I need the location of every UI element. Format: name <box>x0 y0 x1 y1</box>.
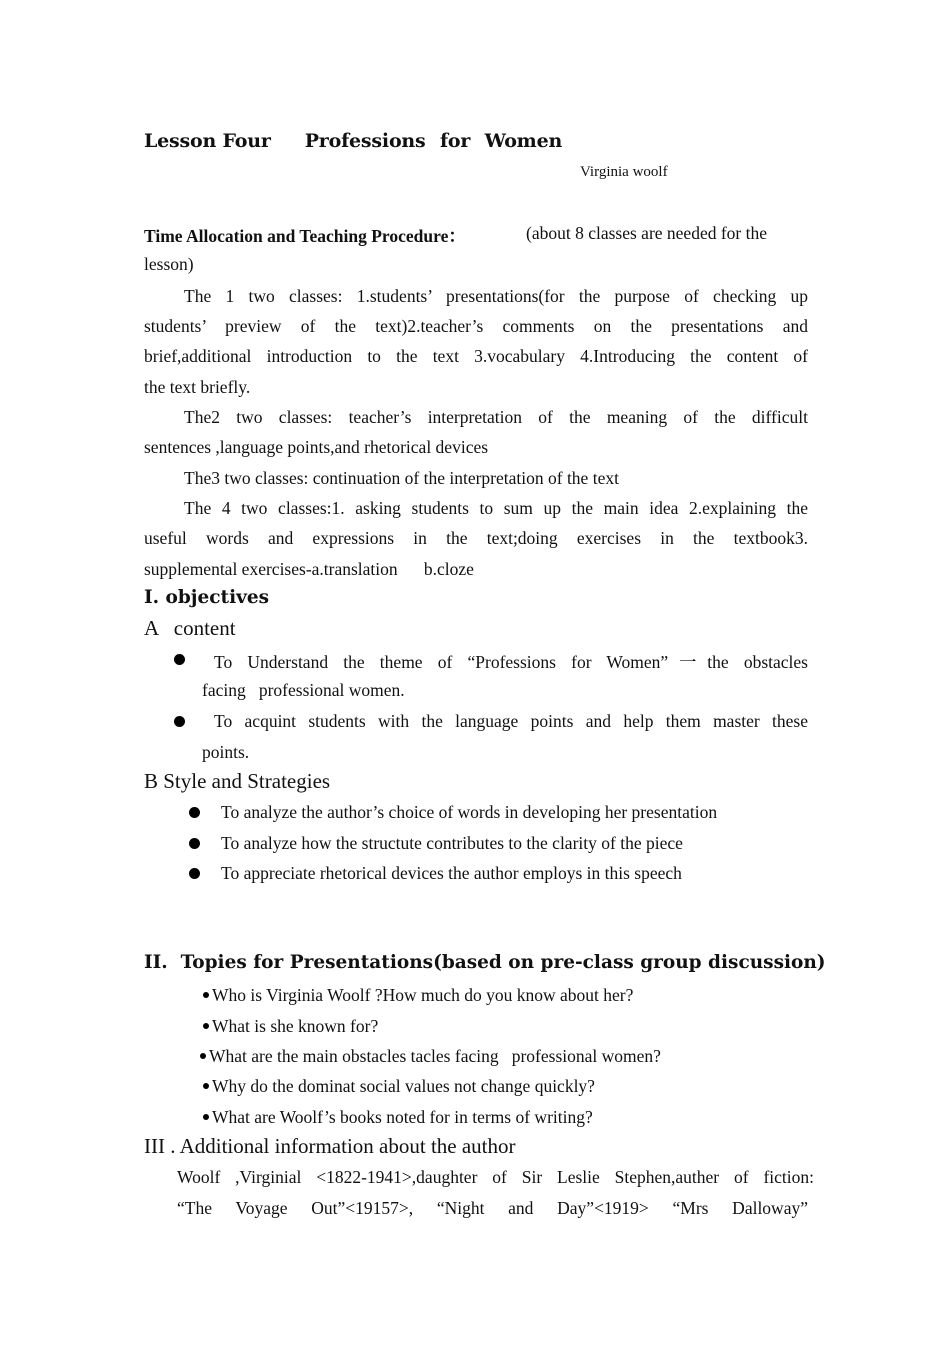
bullet-icon <box>203 1114 209 1120</box>
paragraph-line: the text briefly. <box>144 377 251 397</box>
bullet-icon <box>189 807 200 818</box>
subheading-content: A content <box>144 616 236 640</box>
paragraph-line: “The Voyage Out”<19157>, “Night and Day”<1919> “Mrs Dalloway” <box>177 1198 808 1218</box>
topic-item: What are Woolf’s books noted for in terms of writing? <box>203 1107 593 1128</box>
list-item: To analyze how the structute contributes to the clarity of the piece <box>221 833 683 853</box>
list-item-cont: points. <box>202 742 250 762</box>
bullet-icon <box>203 1083 209 1089</box>
list-item: To acquint students with the language points and help them master these <box>214 711 808 731</box>
topic-item: What is she known for? <box>203 1016 378 1037</box>
section-heading-additional: III . Additional information about the author <box>144 1134 516 1158</box>
bullet-icon <box>189 868 200 879</box>
paragraph-line: The3 two classes: continuation of the interpretation of the text <box>184 468 619 488</box>
lesson-name: Professions for Women <box>304 130 563 152</box>
time-allocation-note-cont: lesson) <box>144 254 194 274</box>
topic-item: What are the main obstacles tacles facing professional women? <box>200 1046 661 1067</box>
paragraph-line: The 1 two classes: 1.students’ presentations(for the purpose of checking up <box>184 286 808 306</box>
list-item: To appreciate rhetorical devices the author employs in this speech <box>221 863 682 883</box>
paragraph-line: The2 two classes: teacher’s interpretation of the meaning of the difficult <box>184 407 808 427</box>
lesson-number: Lesson Four <box>144 130 271 152</box>
bullet-icon <box>203 992 209 998</box>
section-heading-topics: II. Topies for Presentations(based on pre-class group discussion) <box>144 952 826 973</box>
paragraph-line: sentences ,language points,and rhetorical devices <box>144 437 489 457</box>
subheading-style: B Style and Strategies <box>144 769 331 793</box>
list-item: To analyze the author’s choice of words in developing her presentation <box>221 802 718 822</box>
paragraph-line: supplemental exercises-a.translation b.cloze <box>144 559 474 579</box>
paragraph-line: students’ preview of the text)2.teacher’s comments on the presentations and <box>144 316 808 336</box>
list-item: To Understand the theme of “Professions for Women”一the obstacles <box>214 652 808 672</box>
paragraph-line: Woolf ,Virginial <1822-1941>,daughter of Sir Leslie Stephen,auther of fiction: <box>177 1167 814 1187</box>
lesson-title <box>144 130 562 152</box>
bullet-icon <box>203 1023 209 1029</box>
bullet-icon <box>174 716 185 727</box>
paragraph-line: brief,additional introduction to the text 3.vocabulary 4.Introducing the content of <box>144 346 808 366</box>
topic-item: Who is Virginia Woolf ?How much do you know about her? <box>203 985 633 1006</box>
section-heading-objectives: I. objectives <box>144 587 270 608</box>
author-name: Virginia woolf <box>580 164 668 180</box>
bullet-icon <box>200 1053 206 1059</box>
topic-item: Why do the dominat social values not change quickly? <box>203 1076 595 1097</box>
bullet-icon <box>189 838 200 849</box>
paragraph-line: The 4 two classes:1. asking students to sum up the main idea 2.explaining the <box>184 498 808 518</box>
bullet-icon <box>174 654 185 665</box>
paragraph-line: useful words and expressions in the text;doing exercises in the textbook3. <box>144 528 808 548</box>
time-allocation-note: (about 8 classes are needed for the <box>526 223 768 243</box>
time-allocation-label: Time Allocation and Teaching Procedure： <box>144 226 466 246</box>
list-item-cont: facing professional women. <box>202 680 405 700</box>
